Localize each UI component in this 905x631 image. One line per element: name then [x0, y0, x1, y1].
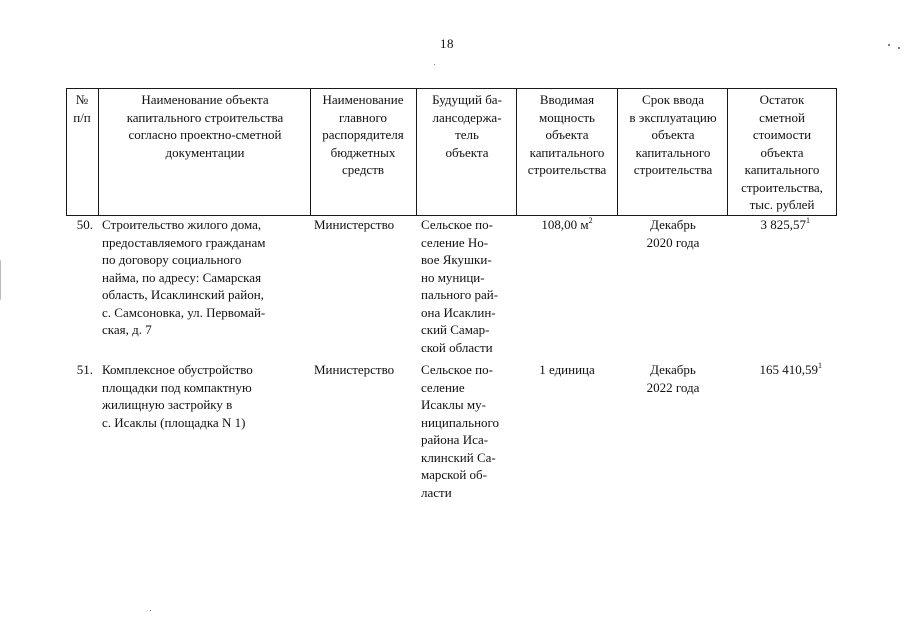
column-divider [617, 88, 618, 216]
administrator-cell: Министерство [314, 217, 395, 232]
table-border-right [836, 88, 837, 216]
deadline-cell: Декабрь 2022 года [646, 362, 700, 395]
column-divider [516, 88, 517, 216]
cost-cell: 165 410,59$^1$ [759, 361, 822, 377]
object-name-cell: Комплексное обустройство площадки под компактную жилищную застройку в с. Исаклы (площадка N 1) [102, 362, 253, 430]
scan-speck [0, 260, 1, 300]
header-remaining-cost: Остаток сметной стоимости объекта капитального строительства, тыс. рублей [741, 92, 823, 212]
header-num: № п/п [73, 92, 91, 125]
deadline-cell: Декабрь 2020 года [646, 217, 700, 250]
object-name-cell: Строительство жилого дома, предоставляемого гражданам по договору социального найма, по адресу: Самарская область, Исаклинский район, с. Самсоновка, ул. Первомай- ская, д. 7 [102, 217, 266, 337]
holder-cell: Сельское по- селение Но- вое Якушки- но муници- пального рай- она Исаклин- ский Самар- ской области [421, 217, 499, 355]
column-divider [98, 88, 99, 216]
table-border-top [66, 88, 837, 89]
footnote-marker: 2 [588, 216, 593, 225]
page-number: 18 [440, 36, 454, 51]
scan-speck [150, 610, 151, 611]
holder-cell: Сельское по- селение Исаклы му- ниципального района Иса- клинский Са- марской об- ласти [421, 362, 500, 500]
administrator-cell: Министерство [314, 362, 395, 377]
column-divider [416, 88, 417, 216]
header-budget-administrator: Наименование главного распорядителя бюджетных средств [322, 92, 404, 177]
footnote-marker: 1 [818, 361, 822, 370]
footnote-marker: 1 [806, 216, 810, 225]
header-object-name: Наименование объекта капитального строительства согласно проектно-сметной документации [126, 92, 284, 160]
column-divider [727, 88, 728, 216]
header-deadline: Срок ввода в эксплуатацию объекта капитального строительства [629, 92, 717, 177]
header-future-holder: Будущий ба- лансодержа- тель объекта [432, 92, 502, 160]
capacity-cell: 1 единица [539, 362, 595, 377]
cost-cell: 3 825,57$^1$ [760, 216, 810, 232]
table-row-number: 50. [76, 217, 93, 232]
scan-speck [898, 47, 900, 49]
capacity-cell: 108,00 $м^2$ [541, 216, 593, 232]
scan-speck [888, 44, 890, 46]
table-row-number: 51. [76, 362, 93, 377]
scan-speck [434, 64, 435, 65]
header-capacity: Вводимая мощность объекта капитального строительства [527, 92, 607, 177]
